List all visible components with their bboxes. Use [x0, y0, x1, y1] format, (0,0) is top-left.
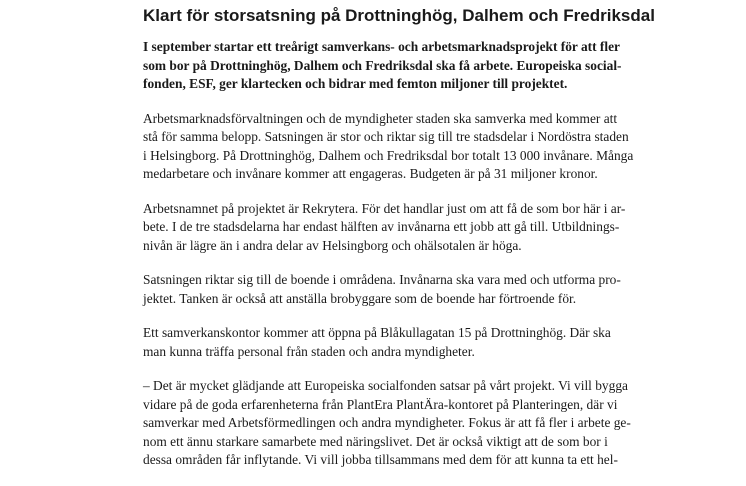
text-line: dessa områden får inflytande. Vi vill jobba tillsammans med dem för att kunna ta ett hel- [143, 452, 618, 467]
text-line: fonden, ESF, ger klartecken och bidrar med femton miljoner till projektet. [143, 76, 568, 91]
text-line: stå för samma belopp. Satsningen är stor och riktar sig till tre stadsdelar i Nordöstra staden [143, 129, 629, 144]
text-line: Arbetsmarknadsförvaltningen och de myndigheter staden ska samverka med kommer att [143, 110, 618, 126]
lead-paragraph [143, 38, 743, 94]
text-line: man kunna träffa personal från staden och andra myndigheter. [143, 343, 475, 359]
text-line: Ett samverkanskontor kommer att öppna på Blåkullagatan 15 på Drottninghög. Där ska [143, 325, 611, 340]
body-paragraph [143, 324, 743, 361]
text-line: medarbetare och invånare kommer att engageras. Budgeten är på 31 miljoner kronor. [143, 166, 598, 181]
text-line: nom ett ännu starkare samarbete med näringslivet. Det är också viktigt att de som bor i [143, 433, 608, 449]
text-line: I september startar ett treårigt samverkans- och arbetsmarknadsprojekt för att fler [143, 39, 621, 54]
body-paragraph [143, 271, 743, 308]
text-line: nivån är lägre än i andra delar av Helsingborg och ohälsotalen är höga. [143, 237, 522, 253]
text-line: vidare på de goda erfarenheterna från PlantEra PlantÄra-kontoret på Planteringen, där vi [143, 396, 618, 412]
text-line: – Det är mycket glädjande att Europeiska socialfonden satsar på vårt projekt. Vi vill bygga [143, 378, 628, 393]
body-paragraph [143, 110, 743, 184]
text-line: bete. I de tre stadsdelarna har endast hälften av invånarna ett jobb att gå till. Utbildnings- [143, 219, 620, 234]
text-line: samverkar med Arbetsförmedlingen och andra myndigheter. Fokus är att få fler i arbete ge- [143, 415, 631, 430]
text-line: som bor på Drottninghög, Dalhem och Fredriksdal ska få arbete. Europeiska social- [143, 57, 622, 73]
text-line: jektet. Tanken är också att anställa brobyggare som de boende har förtroende för. [143, 290, 577, 306]
body-paragraph [143, 377, 743, 470]
body-paragraph [143, 200, 743, 256]
article-title: Klart för storsatsning på Drottninghög, Dalhem och Fredriksdal [143, 6, 655, 25]
text-line: Satsningen riktar sig till de boende i områdena. Invånarna ska vara med och utforma pro- [143, 272, 621, 287]
text-line: Arbetsnamnet på projektet är Rekrytera. För det handlar just om att få de som bor här i ar- [143, 200, 626, 216]
text-line: i Helsingborg. På Drottninghög, Dalhem och Fredriksdal bor totalt 13 000 invånare. Många [143, 147, 634, 163]
article-body [143, 38, 743, 486]
